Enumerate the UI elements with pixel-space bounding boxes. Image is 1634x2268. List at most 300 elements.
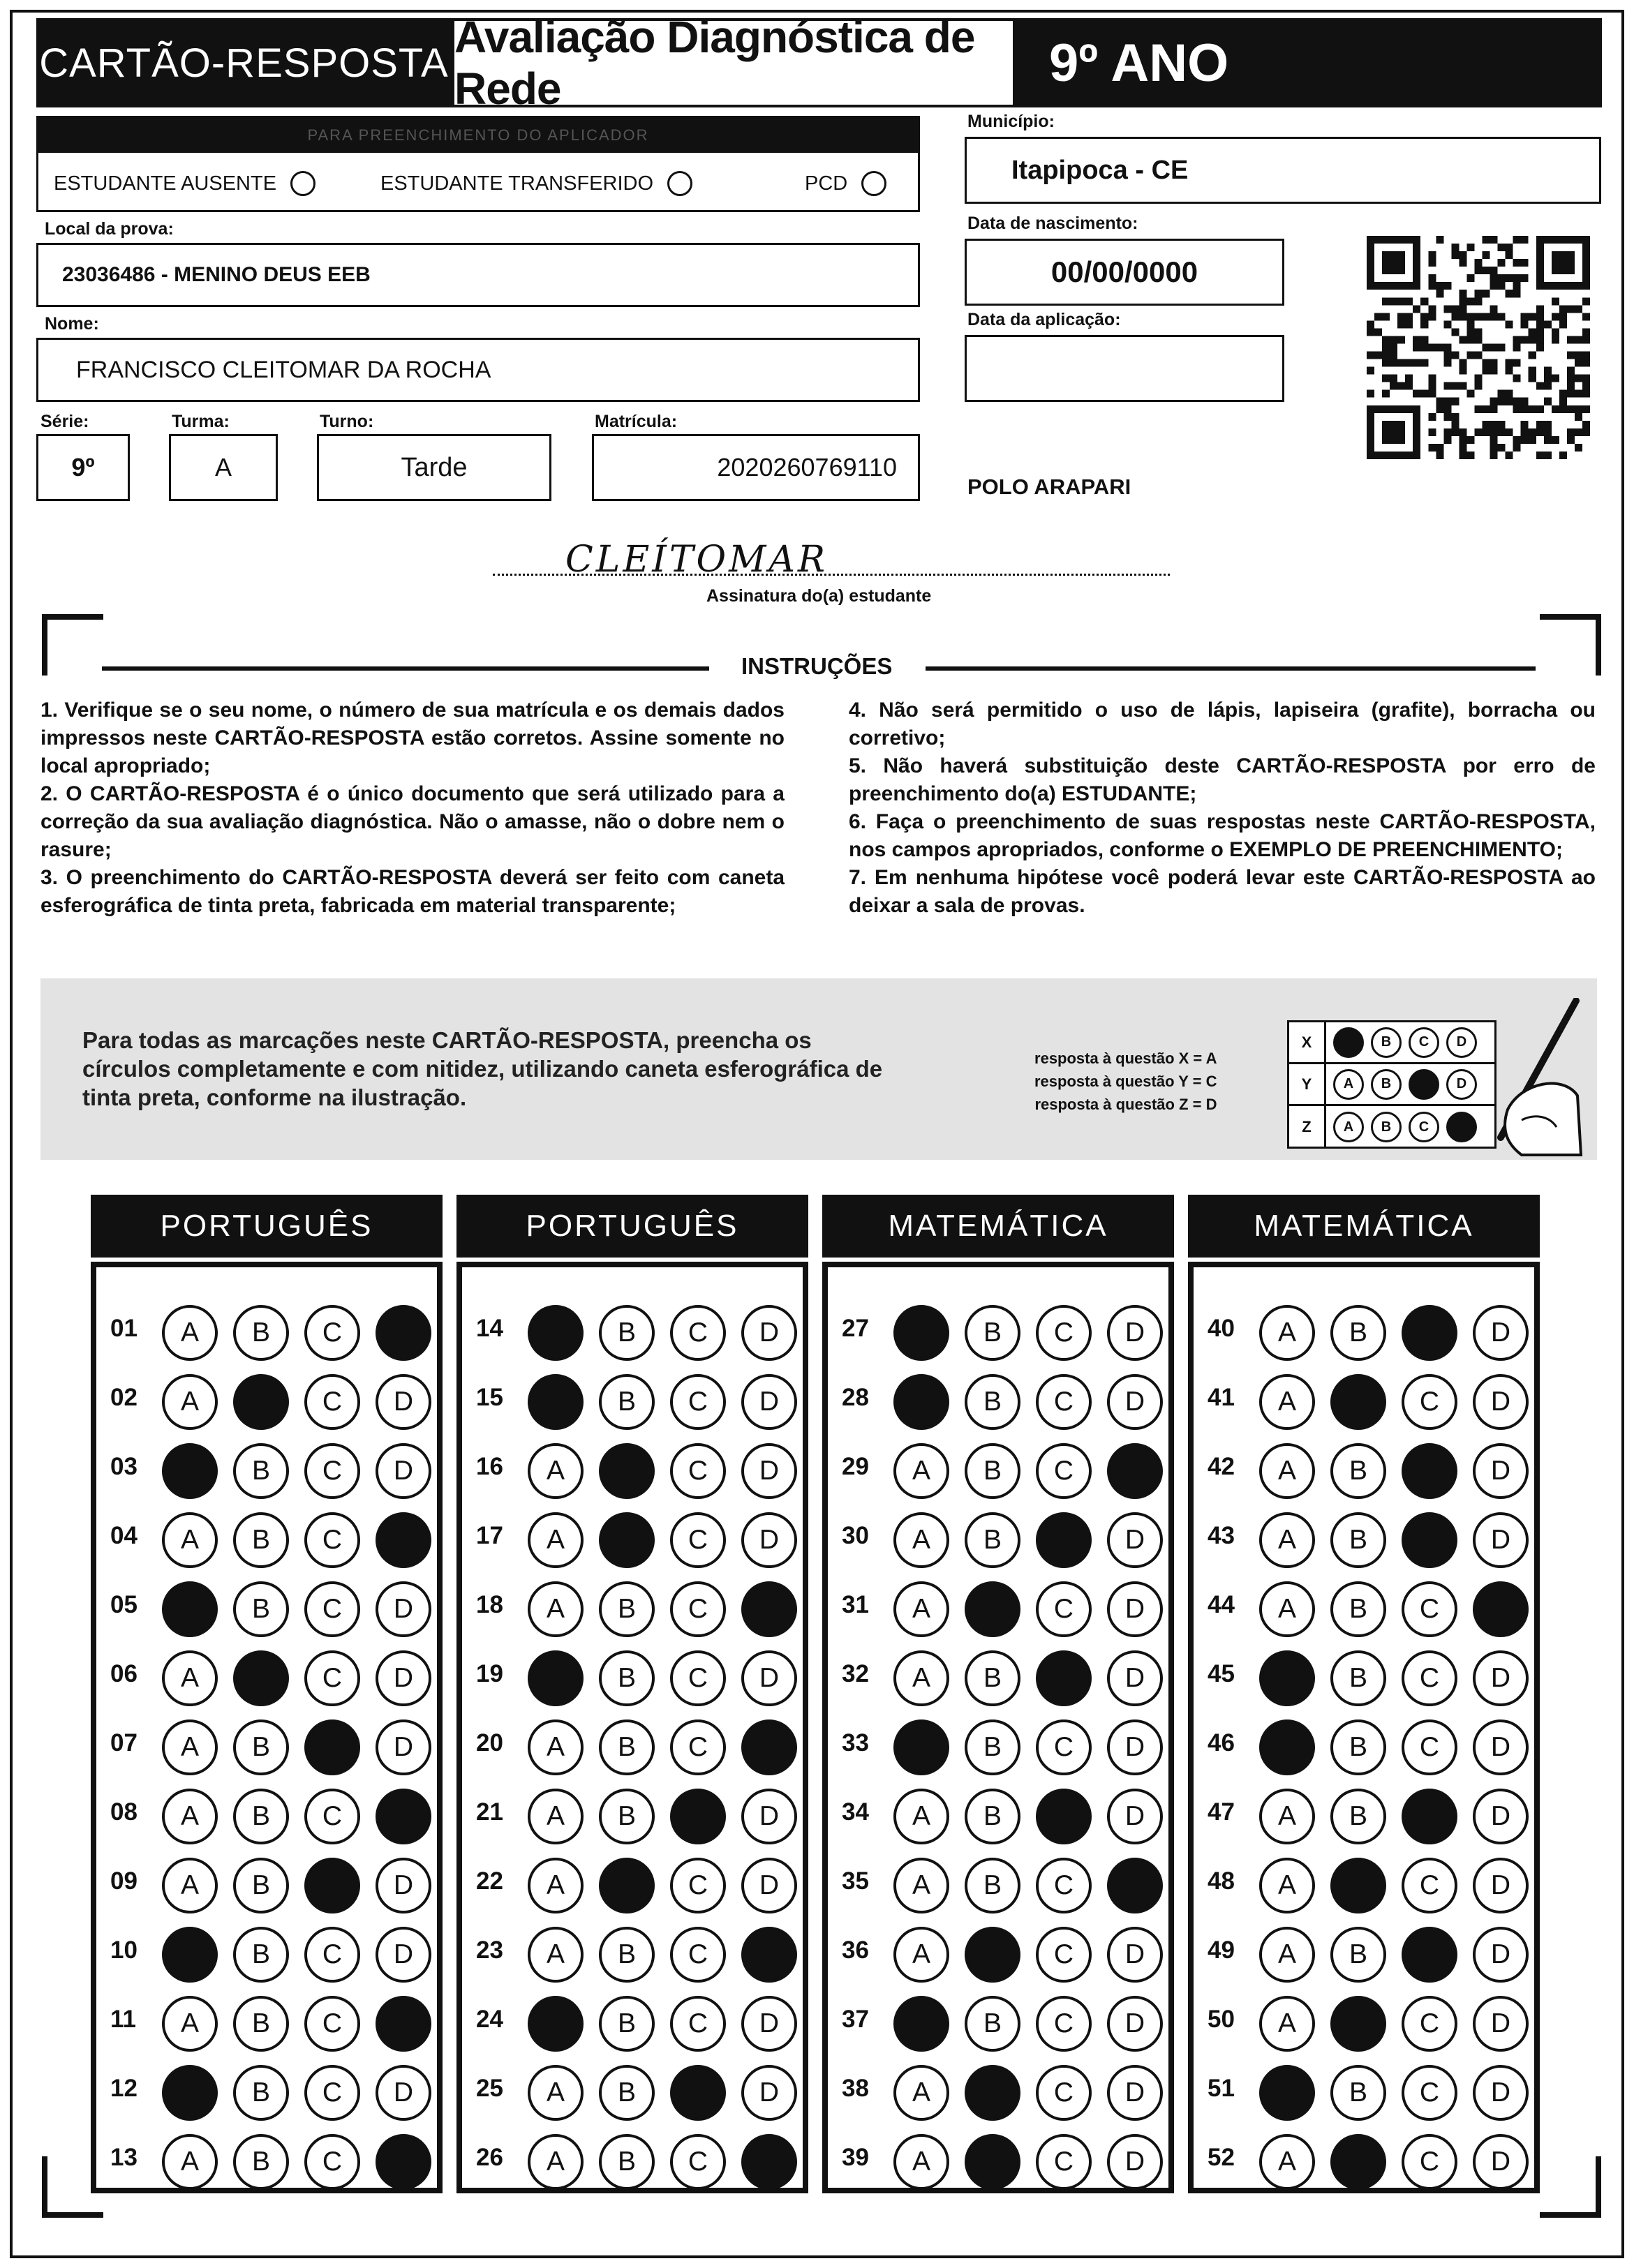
answer-bubble-a[interactable]: A [162, 2134, 218, 2190]
answer-bubble-c[interactable]: C [670, 1512, 726, 1568]
answer-bubble-a[interactable]: A [1259, 1443, 1315, 1499]
answer-bubble-b[interactable] [1330, 2134, 1386, 2190]
answer-bubble-d[interactable]: D [1473, 1996, 1529, 2052]
answer-bubble-c[interactable]: C [1036, 1443, 1092, 1499]
answer-bubble-a[interactable]: A [1259, 1996, 1315, 2052]
instructions-rule-left [102, 666, 709, 671]
answer-bubble-c[interactable]: C [304, 1581, 360, 1637]
answer-bubble-c[interactable]: C [670, 1650, 726, 1706]
question-number: 41 [1208, 1384, 1235, 1411]
answer-bubble-c[interactable]: C [304, 1789, 360, 1844]
answer-bubble-b[interactable]: B [1330, 2065, 1386, 2121]
answer-bubble-d[interactable]: D [1107, 1650, 1163, 1706]
question-number: 02 [110, 1384, 138, 1411]
answer-bubble-a[interactable] [893, 1305, 949, 1361]
answer-bubble-b[interactable]: B [1330, 1443, 1386, 1499]
question-row [828, 1508, 1168, 1564]
instruction-item: 4. Não será permitido o uso de lápis, lapiseira (grafite), borracha ou corretivo; [849, 699, 1596, 749]
qr-code [1367, 236, 1590, 459]
answer-bubble-b[interactable]: B [599, 1927, 655, 1983]
answer-bubble-b[interactable]: B [599, 1789, 655, 1844]
answer-bubble-d[interactable] [741, 1719, 797, 1775]
question-number: 07 [110, 1729, 138, 1756]
answer-bubble-c[interactable]: C [1402, 1581, 1457, 1637]
answer-bubble-a[interactable]: A [893, 1443, 949, 1499]
answer-bubble-a[interactable]: A [1259, 1374, 1315, 1430]
answer-bubble-b[interactable]: B [599, 1305, 655, 1361]
answer-bubble-a[interactable]: A [528, 1443, 584, 1499]
answer-bubble-a[interactable] [1259, 1719, 1315, 1775]
absent-bubble[interactable] [290, 171, 315, 196]
answer-bubble-b[interactable]: B [599, 2134, 655, 2190]
answer-bubble-d[interactable]: D [741, 2065, 797, 2121]
question-row [96, 1923, 437, 1978]
answer-bubble-a[interactable]: A [1259, 1581, 1315, 1637]
answer-bubble-a[interactable]: A [1259, 1512, 1315, 1568]
question-row [96, 1784, 437, 1840]
answer-bubble-c[interactable]: C [1402, 2065, 1457, 2121]
question-row [828, 2130, 1168, 2186]
answer-bubble-d[interactable]: D [376, 1650, 431, 1706]
answer-bubble-d[interactable]: D [741, 1443, 797, 1499]
answer-bubble-c[interactable] [670, 2065, 726, 2121]
question-number: 50 [1208, 2006, 1235, 2033]
answer-bubble-d[interactable]: D [1107, 1927, 1163, 1983]
answer-bubble-d[interactable]: D [1107, 1512, 1163, 1568]
answer-bubble-c[interactable]: C [670, 1443, 726, 1499]
answer-bubble-c[interactable] [1036, 1789, 1092, 1844]
subject-header: PORTUGUÊS [91, 1195, 443, 1258]
serie-field: 9º [36, 434, 130, 501]
answer-bubble-d[interactable]: D [1107, 1581, 1163, 1637]
answer-bubble-c[interactable]: C [304, 1512, 360, 1568]
answer-bubble-c[interactable] [1402, 1789, 1457, 1844]
answer-bubble-a[interactable]: A [528, 1789, 584, 1844]
answer-bubble-b[interactable]: B [233, 2134, 289, 2190]
answer-bubble-b[interactable]: B [965, 1443, 1020, 1499]
answer-bubble-d[interactable] [376, 1305, 431, 1361]
question-row [96, 1992, 437, 2047]
answer-bubble-d[interactable]: D [1473, 1374, 1529, 1430]
answer-bubble-a[interactable]: A [528, 1719, 584, 1775]
answer-bubble-a[interactable]: A [1259, 1305, 1315, 1361]
answer-bubble-b[interactable] [599, 1858, 655, 1913]
answer-bubble-a[interactable]: A [1259, 1789, 1315, 1844]
answer-bubble-a[interactable] [893, 1374, 949, 1430]
example-row-label: Z [1289, 1106, 1326, 1148]
answer-bubble-d[interactable]: D [376, 1581, 431, 1637]
answer-bubble-d[interactable] [1473, 1581, 1529, 1637]
answer-bubble-b[interactable]: B [1330, 1512, 1386, 1568]
answer-bubble-b[interactable]: B [965, 1996, 1020, 2052]
answer-bubble-b[interactable] [599, 1512, 655, 1568]
turma-label: Turma: [172, 412, 230, 431]
answer-bubble-c[interactable]: C [670, 2134, 726, 2190]
pcd-bubble[interactable] [861, 171, 886, 196]
answer-bubble-d[interactable]: D [1107, 1305, 1163, 1361]
answer-bubble-c[interactable] [1036, 1650, 1092, 1706]
nome-label: Nome: [45, 314, 99, 334]
answer-bubble-c[interactable]: C [304, 1374, 360, 1430]
answer-bubble-a[interactable]: A [528, 1581, 584, 1637]
question-number: 03 [110, 1453, 138, 1480]
subject-header: MATEMÁTICA [822, 1195, 1174, 1258]
nascimento-label: Data de nascimento: [967, 214, 1138, 233]
answer-bubble-d[interactable]: D [1107, 1374, 1163, 1430]
answer-bubble-d[interactable]: D [1473, 2134, 1529, 2190]
answer-bubble-b[interactable] [233, 1650, 289, 1706]
answer-bubble-a[interactable]: A [893, 2134, 949, 2190]
answer-bubble-b[interactable] [1330, 1858, 1386, 1913]
answer-bubble-c[interactable] [1402, 1512, 1457, 1568]
answer-bubble-a[interactable]: A [893, 1512, 949, 1568]
question-number: 48 [1208, 1867, 1235, 1895]
answer-bubble-c[interactable]: C [670, 1927, 726, 1983]
answer-bubble-b[interactable]: B [233, 1512, 289, 1568]
answer-bubble-c[interactable]: C [1036, 2134, 1092, 2190]
answer-bubble-b[interactable]: B [233, 1719, 289, 1775]
answer-bubble-d[interactable]: D [741, 1305, 797, 1361]
answer-bubble-b[interactable]: B [599, 1581, 655, 1637]
answer-bubble-a[interactable]: A [528, 2134, 584, 2190]
example-row-label: Y [1289, 1064, 1326, 1104]
grade-label: 9º ANO [1016, 18, 1602, 107]
example-response: resposta à questão Z = D [1034, 1096, 1217, 1113]
answer-bubble-c[interactable] [1402, 1305, 1457, 1361]
corner-mark-top-right [1540, 614, 1601, 676]
answer-bubble-c[interactable]: C [1036, 1305, 1092, 1361]
answer-bubble-c[interactable]: C [1402, 1996, 1457, 2052]
question-number: 15 [476, 1384, 503, 1411]
local-field: 23036486 - MENINO DEUS EEB [36, 243, 920, 307]
answer-bubble-d[interactable]: D [1473, 1443, 1529, 1499]
answer-bubble-d[interactable]: D [1107, 1789, 1163, 1844]
answer-bubble-d[interactable]: D [376, 1374, 431, 1430]
answer-bubble-b[interactable]: B [233, 1443, 289, 1499]
question-row [462, 1301, 803, 1357]
answer-bubble-c[interactable]: C [1036, 1719, 1092, 1775]
answer-bubble-d[interactable]: D [1107, 1719, 1163, 1775]
answer-bubble-a[interactable]: A [893, 2065, 949, 2121]
question-row [828, 1577, 1168, 1633]
answer-bubble-d[interactable] [741, 2134, 797, 2190]
answer-bubble-b[interactable] [1330, 1996, 1386, 2052]
answer-bubble-b[interactable] [1330, 1374, 1386, 1430]
answer-bubble-c[interactable] [1036, 1512, 1092, 1568]
answer-bubble-c[interactable]: C [1402, 1858, 1457, 1913]
instructions-title: INSTRUÇÕES [741, 653, 893, 679]
answer-bubble-d[interactable]: D [1473, 1305, 1529, 1361]
answer-bubble-d[interactable]: D [1473, 1650, 1529, 1706]
answer-bubble-c[interactable]: C [1036, 2065, 1092, 2121]
answer-bubble-c[interactable]: C [1036, 1927, 1092, 1983]
answer-bubble-a[interactable]: A [528, 1927, 584, 1983]
question-number: 43 [1208, 1522, 1235, 1549]
answer-bubble-d[interactable] [1107, 1858, 1163, 1913]
answer-bubble-c[interactable]: C [670, 1858, 726, 1913]
answer-bubble-d[interactable]: D [741, 1789, 797, 1844]
question-row [1194, 1853, 1534, 1909]
answer-bubble-b[interactable]: B [1330, 1305, 1386, 1361]
question-number: 04 [110, 1522, 138, 1549]
answer-bubble-a[interactable] [528, 1650, 584, 1706]
polo-label: POLO ARAPARI [967, 475, 1131, 499]
answer-bubble-c[interactable]: C [670, 1581, 726, 1637]
answer-bubble-b[interactable]: B [1330, 1719, 1386, 1775]
answer-bubble-c[interactable] [1402, 1443, 1457, 1499]
answer-bubble-a[interactable]: A [528, 2065, 584, 2121]
question-number: 10 [110, 1937, 138, 1964]
municipio-label: Município: [967, 112, 1055, 131]
answer-bubble-b[interactable] [965, 2065, 1020, 2121]
question-number: 28 [842, 1384, 869, 1411]
answer-bubble-d[interactable]: D [1107, 2134, 1163, 2190]
answer-bubble-d[interactable]: D [376, 1858, 431, 1913]
answer-bubble-c[interactable]: C [304, 1650, 360, 1706]
answer-bubble-c[interactable]: C [1036, 1858, 1092, 1913]
question-number: 12 [110, 2075, 138, 2102]
answer-bubble-c[interactable]: C [1402, 1374, 1457, 1430]
question-number: 16 [476, 1453, 503, 1480]
answer-bubble-d[interactable] [741, 1581, 797, 1637]
answer-bubble-b[interactable]: B [599, 1650, 655, 1706]
answer-bubble-a[interactable]: A [162, 1996, 218, 2052]
answer-bubble-a[interactable] [1259, 2065, 1315, 2121]
answer-bubble-d[interactable] [1107, 1443, 1163, 1499]
answer-bubble-a[interactable]: A [162, 1789, 218, 1844]
signature-caption: Assinatura do(a) estudante [706, 586, 932, 606]
question-number: 09 [110, 1867, 138, 1895]
instruction-item: 5. Não haverá substituição deste CARTÃO-RESPOSTA por erro de preenchimento do(a) ESTUDANTE; [849, 754, 1596, 805]
answer-bubble-a[interactable]: A [893, 1789, 949, 1844]
answer-bubble-b[interactable]: B [965, 1858, 1020, 1913]
question-number: 40 [1208, 1315, 1235, 1342]
answer-bubble-a[interactable] [1259, 1650, 1315, 1706]
answer-bubble-b[interactable]: B [599, 1374, 655, 1430]
answer-bubble-b[interactable]: B [233, 1789, 289, 1844]
answer-bubble-b[interactable]: B [233, 1996, 289, 2052]
answer-bubble-d[interactable]: D [741, 1996, 797, 2052]
answer-bubble-b[interactable]: B [1330, 1927, 1386, 1983]
answer-bubble-b[interactable] [233, 1374, 289, 1430]
answer-bubble-c[interactable]: C [304, 2134, 360, 2190]
answer-bubble-a[interactable]: A [162, 1719, 218, 1775]
example-row [1289, 1106, 1494, 1148]
question-number: 05 [110, 1591, 138, 1618]
answer-bubble-c[interactable]: C [670, 1996, 726, 2052]
answer-bubble-d[interactable]: D [741, 1374, 797, 1430]
answer-bubble-c[interactable]: C [1036, 1581, 1092, 1637]
question-row [462, 1784, 803, 1840]
answer-bubble-b[interactable]: B [965, 1305, 1020, 1361]
answer-bubble-b[interactable] [965, 1927, 1020, 1983]
municipio-field: Itapipoca - CE [965, 137, 1601, 204]
question-row [828, 1853, 1168, 1909]
answer-bubble-c[interactable]: C [670, 1374, 726, 1430]
question-number: 33 [842, 1729, 869, 1756]
question-number: 52 [1208, 2144, 1235, 2171]
answer-bubble-c[interactable] [304, 1719, 360, 1775]
card-label: CARTÃO-RESPOSTA [36, 18, 452, 107]
answer-bubble-a[interactable]: A [528, 1858, 584, 1913]
answer-bubble-d[interactable]: D [376, 1443, 431, 1499]
answer-bubble-b[interactable]: B [965, 1789, 1020, 1844]
instructions-left [40, 696, 785, 920]
question-number: 51 [1208, 2075, 1235, 2102]
answer-bubble-d[interactable]: D [1473, 1719, 1529, 1775]
nascimento-field: 00/00/0000 [965, 239, 1284, 306]
question-number: 30 [842, 1522, 869, 1549]
answer-bubble-c[interactable]: C [1036, 1374, 1092, 1430]
answer-bubble-a[interactable] [162, 1581, 218, 1637]
question-number: 46 [1208, 1729, 1235, 1756]
answer-bubble-c[interactable]: C [304, 1927, 360, 1983]
answer-bubble-a[interactable]: A [162, 1858, 218, 1913]
answer-bubble-d[interactable]: D [1473, 1512, 1529, 1568]
answer-bubble-b[interactable] [965, 2134, 1020, 2190]
answer-bubble-a[interactable]: A [1259, 1858, 1315, 1913]
answer-bubble-b[interactable]: B [233, 2065, 289, 2121]
question-row [462, 1923, 803, 1978]
answer-bubble-d[interactable] [741, 1927, 797, 1983]
answer-bubble-a[interactable] [893, 1996, 949, 2052]
answer-bubble-c[interactable]: C [304, 1443, 360, 1499]
answer-bubble-b[interactable] [599, 1443, 655, 1499]
answer-bubble-b[interactable]: B [1330, 1650, 1386, 1706]
answer-bubble-d[interactable] [376, 2134, 431, 2190]
instruction-item: 1. Verifique se o seu nome, o número de sua matrícula e os demais dados impressos neste CARTÃO-RESPOSTA estão corretos. Assine somente no local apropriado; [40, 699, 785, 777]
question-row [96, 1370, 437, 1426]
answer-bubble-d[interactable]: D [376, 1927, 431, 1983]
answer-bubble-b[interactable]: B [233, 1858, 289, 1913]
example-bubble-b: B [1371, 1069, 1402, 1100]
answer-bubble-a[interactable]: A [1259, 1927, 1315, 1983]
question-row [1194, 2130, 1534, 2186]
transferred-bubble[interactable] [667, 171, 692, 196]
answer-bubble-b[interactable]: B [965, 1374, 1020, 1430]
answer-bubble-a[interactable] [162, 1443, 218, 1499]
answer-bubble-b[interactable]: B [599, 1719, 655, 1775]
answer-bubble-d[interactable]: D [1473, 1858, 1529, 1913]
answer-bubble-d[interactable] [376, 1512, 431, 1568]
matricula-label: Matrícula: [595, 412, 678, 431]
answer-bubble-d[interactable]: D [1107, 2065, 1163, 2121]
answer-bubble-a[interactable] [528, 1374, 584, 1430]
answer-bubble-c[interactable] [670, 1789, 726, 1844]
answer-bubble-b[interactable]: B [1330, 1581, 1386, 1637]
question-row [1194, 2061, 1534, 2117]
answer-bubble-c[interactable]: C [670, 1719, 726, 1775]
question-number: 17 [476, 1522, 503, 1549]
question-number: 29 [842, 1453, 869, 1480]
answer-bubble-b[interactable]: B [599, 1996, 655, 2052]
answer-bubble-a[interactable]: A [162, 1512, 218, 1568]
answer-bubble-c[interactable]: C [1402, 2134, 1457, 2190]
answer-bubble-c[interactable]: C [670, 1305, 726, 1361]
question-number: 44 [1208, 1591, 1235, 1618]
answer-bubble-b[interactable]: B [599, 2065, 655, 2121]
transferred-option[interactable] [380, 171, 692, 196]
question-row [1194, 1439, 1534, 1495]
answer-bubble-a[interactable] [528, 1305, 584, 1361]
question-row [462, 1992, 803, 2047]
question-number: 27 [842, 1315, 869, 1342]
answer-bubble-a[interactable]: A [893, 1858, 949, 1913]
answer-bubble-a[interactable]: A [162, 1305, 218, 1361]
answer-bubble-b[interactable]: B [965, 1719, 1020, 1775]
example-bubble-d: D [1446, 1069, 1477, 1100]
example-bubble-c [1409, 1069, 1439, 1100]
question-row [828, 1646, 1168, 1702]
answer-bubble-b[interactable]: B [965, 1650, 1020, 1706]
answer-bubble-a[interactable]: A [162, 1374, 218, 1430]
answer-bubble-c[interactable]: C [1402, 1650, 1457, 1706]
question-number: 31 [842, 1591, 869, 1618]
answer-bubble-d[interactable]: D [1473, 1789, 1529, 1844]
answer-bubble-c[interactable] [1402, 1927, 1457, 1983]
answer-bubble-a[interactable]: A [893, 1650, 949, 1706]
question-row [462, 1577, 803, 1633]
answer-bubble-b[interactable] [965, 1581, 1020, 1637]
answer-column [456, 1262, 808, 2193]
answer-bubble-a[interactable]: A [528, 1512, 584, 1568]
answer-bubble-a[interactable] [162, 2065, 218, 2121]
absent-option[interactable] [54, 171, 315, 196]
answer-bubble-b[interactable]: B [233, 1927, 289, 1983]
answer-bubble-c[interactable]: C [1036, 1996, 1092, 2052]
answer-bubble-d[interactable]: D [741, 1512, 797, 1568]
instruction-item: 7. Em nenhuma hipótese você poderá levar este CARTÃO-RESPOSTA ao deixar a sala de provas. [849, 866, 1596, 917]
example-bubble-b: B [1371, 1027, 1402, 1058]
nome-field: FRANCISCO CLEITOMAR DA ROCHA [36, 338, 920, 402]
answer-bubble-a[interactable]: A [162, 1650, 218, 1706]
answer-bubble-b[interactable]: B [1330, 1789, 1386, 1844]
answer-bubble-d[interactable]: D [376, 1719, 431, 1775]
answer-bubble-c[interactable]: C [1402, 1719, 1457, 1775]
answer-bubble-d[interactable] [376, 1996, 431, 2052]
answer-bubble-d[interactable]: D [376, 2065, 431, 2121]
answer-bubble-c[interactable]: C [304, 2065, 360, 2121]
answer-bubble-a[interactable]: A [893, 1927, 949, 1983]
pcd-option[interactable] [805, 171, 886, 196]
answer-bubble-d[interactable] [376, 1789, 431, 1844]
fill-example-grid [1287, 1020, 1496, 1149]
example-bubble-c: C [1409, 1027, 1439, 1058]
answer-bubble-d[interactable]: D [1473, 1927, 1529, 1983]
answer-bubble-b[interactable]: B [233, 1581, 289, 1637]
instructions-rule-right [926, 666, 1536, 671]
question-row [96, 1508, 437, 1564]
question-row [1194, 1784, 1534, 1840]
answer-bubble-b[interactable]: B [233, 1305, 289, 1361]
answer-bubble-c[interactable] [304, 1858, 360, 1913]
answer-bubble-d[interactable]: D [1473, 2065, 1529, 2121]
answer-bubble-c[interactable]: C [304, 1996, 360, 2052]
instruction-item: 3. O preenchimento do CARTÃO-RESPOSTA deverá ser feito com caneta esferográfica de tinta preta, fabricada em material transparente; [40, 866, 785, 917]
answer-bubble-a[interactable]: A [893, 1581, 949, 1637]
answer-bubble-a[interactable]: A [1259, 2134, 1315, 2190]
answer-bubble-c[interactable]: C [304, 1305, 360, 1361]
answer-bubble-b[interactable]: B [965, 1512, 1020, 1568]
answer-bubble-d[interactable]: D [741, 1650, 797, 1706]
answer-bubble-d[interactable]: D [1107, 1996, 1163, 2052]
question-row [96, 1577, 437, 1633]
answer-bubble-a[interactable] [893, 1719, 949, 1775]
answer-bubble-a[interactable] [162, 1927, 218, 1983]
student-signature: CLEÍTOMAR [565, 539, 829, 581]
answer-bubble-d[interactable]: D [741, 1858, 797, 1913]
answer-bubble-a[interactable] [528, 1996, 584, 2052]
